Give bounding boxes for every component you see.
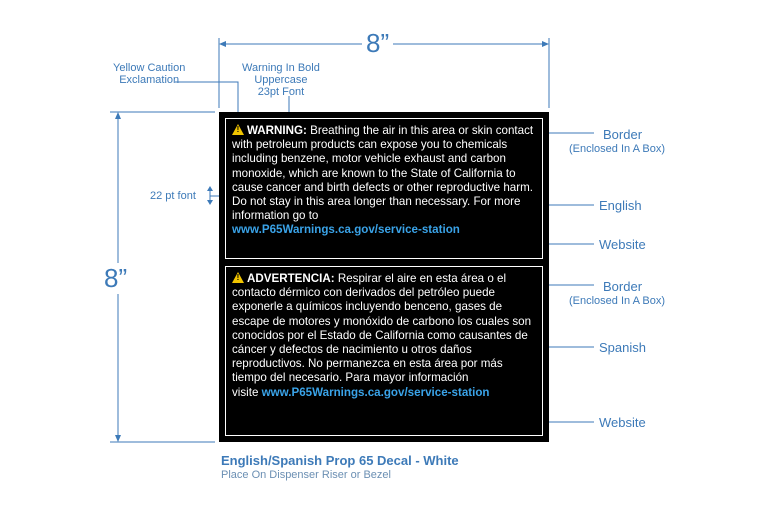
website-annotation-english: Website <box>599 237 646 252</box>
english-body: Breathing the air in this area or skin contact with petroleum products can expose you to chemicals including benzene, motor vehicle exhaust and carbon monoxide, which are known to the State of California to cause cancer and birth defects or other reproductive harm. Do not stay in this area longer than necessary. For more information go to <box>232 124 534 223</box>
website-annotation-spanish: Website <box>599 415 646 430</box>
english-website: www.P65Warnings.ca.gov/service-station <box>232 223 460 237</box>
border-annotation-english-sub: (Enclosed In A Box) <box>569 143 665 155</box>
spanish-website: www.P65Warnings.ca.gov/service-station <box>261 385 490 399</box>
font-size-annotation: 22 pt font <box>150 190 196 202</box>
english-warning-box <box>225 118 543 259</box>
warning-font-annotation: Warning In Bold Uppercase 23pt Font <box>242 62 320 98</box>
width-dimension-label: 8” <box>362 28 393 59</box>
caution-triangle-icon: ! <box>232 124 244 135</box>
caption-subtitle: Place On Dispenser Riser or Bezel <box>221 469 391 481</box>
spanish-heading: ADVERTENCIA: <box>247 272 335 285</box>
spanish-visit-label: visite <box>232 385 262 399</box>
english-heading: WARNING: <box>247 124 307 137</box>
border-annotation-english: Border <box>603 127 643 142</box>
border-annotation-spanish: Border <box>603 279 643 294</box>
caption-title: English/Spanish Prop 65 Decal - White <box>221 453 459 468</box>
spanish-annotation: Spanish <box>599 340 646 355</box>
height-dimension-label: 8” <box>100 263 131 294</box>
caution-triangle-icon: ! <box>232 272 244 283</box>
prop65-decal <box>219 112 549 442</box>
spanish-body: Respirar el aire en esta área o el contacto dérmico con derivados del petróleo puede exponerle a químicos incluyendo benceno, gases de escape de motores y monóxido de carbono los cuales son conocidos por el Estado de California como causantes de cáncer y defectos de nacimiento u otros daños reproductivos. No permanezca en esta área por más tiempo del necesario. Para mayor información <box>232 272 532 385</box>
english-annotation: English <box>599 198 642 213</box>
spanish-warning-box <box>225 266 543 436</box>
border-annotation-spanish-sub: (Enclosed In A Box) <box>569 295 665 307</box>
caution-annotation: Yellow Caution Exclamation <box>113 62 186 86</box>
